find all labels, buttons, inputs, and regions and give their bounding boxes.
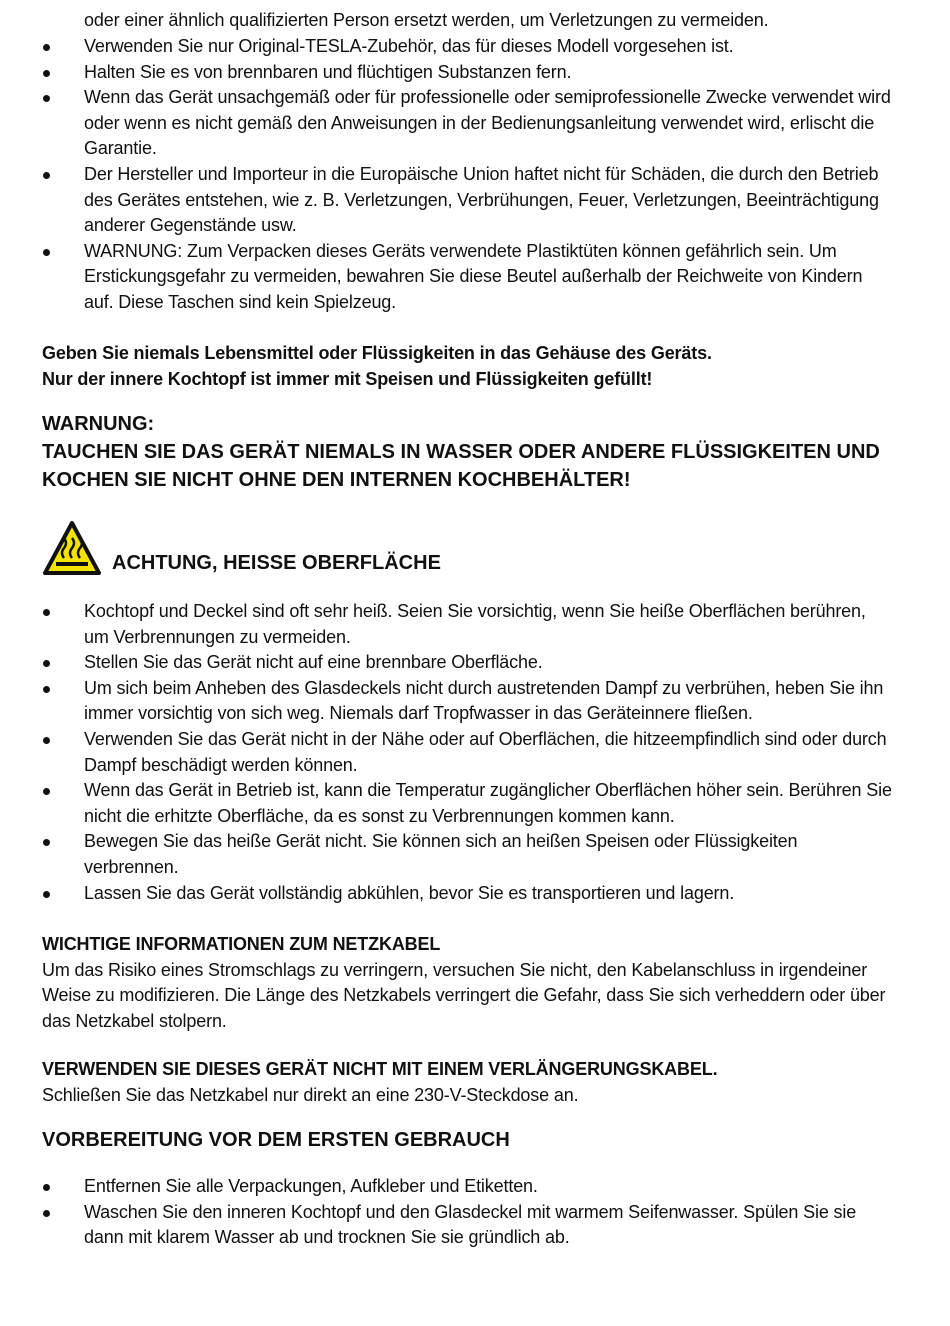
preparation-list bbox=[42, 1174, 892, 1251]
extension-text: Schließen Sie das Netzkabel nur direkt an eine 230-V-Steckdose an. bbox=[42, 1084, 579, 1105]
power-cord-section bbox=[42, 932, 892, 1034]
list-item: Wenn das Gerät in Betrieb ist, kann die Temperatur zugänglicher Oberflächen höher sein. Berühren Sie nicht die erhitzte Oberfläche, da es sonst zu Verbrennungen kommen kann. bbox=[42, 778, 892, 829]
hot-surface-warning-icon bbox=[42, 520, 102, 576]
list-item: Um sich beim Anheben des Glasdeckels nicht durch austretenden Dampf zu verbrühen, heben Sie ihn immer vorsichtig von sich weg. Niemals darf Tropfwasser in das Geräteinnere fließen. bbox=[42, 676, 892, 727]
list-item: Entfernen Sie alle Verpackungen, Aufkleber und Etiketten. bbox=[42, 1174, 892, 1200]
hot-surface-heading bbox=[42, 520, 642, 580]
power-cord-text: Um das Risiko eines Stromschlags zu verringern, versuchen Sie nicht, den Kabelanschluss in irgendeiner Weise zu modifizieren. Die Länge des Netzkabels verringert die Gefahr, dass Sie sich verheddern oder über das Netzkabel stolpern. bbox=[42, 959, 886, 1031]
list-item: WARNUNG: Zum Verpacken dieses Geräts verwendete Plastiktüten können gefährlich sein. Um Erstickungsgefahr zu vermeiden, bewahren Sie diese Beutel außerhalb der Reichweite von Kindern auf. Diese Taschen sind kein Spielzeug. bbox=[42, 239, 892, 316]
list-item: Waschen Sie den inneren Kochtopf und den Glasdeckel mit warmem Seifenwasser. Spülen Sie sie dann mit klarem Wasser ab und trocknen Sie sie gründlich ab. bbox=[42, 1200, 892, 1251]
preparation-heading: VORBEREITUNG VOR DEM ERSTEN GEBRAUCH bbox=[42, 1129, 510, 1151]
bold-note bbox=[42, 341, 902, 392]
list-item: Der Hersteller und Importeur in die Europäische Union haftet nicht für Schäden, die durch den Betrieb des Gerätes entstehen, wie z. B. Verletzungen, Verbrühungen, Feuer, Verletzungen, Beeinträchtigung anderer Gegenstände usw. bbox=[42, 162, 892, 239]
power-cord-heading: WICHTIGE INFORMATIONEN ZUM NETZKABEL bbox=[42, 934, 441, 954]
list-item: Halten Sie es von brennbaren und flüchtigen Substanzen fern. bbox=[42, 60, 892, 86]
warning-block bbox=[42, 410, 902, 494]
warning-label: WARNUNG: bbox=[42, 413, 155, 435]
list-item: Bewegen Sie das heiße Gerät nicht. Sie können sich an heißen Speisen oder Flüssigkeiten verbrennen. bbox=[42, 829, 892, 880]
list-item: Verwenden Sie nur Original-TESLA-Zubehör, das für dieses Modell vorgesehen ist. bbox=[42, 34, 892, 60]
list-item: Stellen Sie das Gerät nicht auf eine brennbare Oberfläche. bbox=[42, 650, 892, 676]
hot-surface-list bbox=[42, 599, 892, 906]
list-item: Kochtopf und Deckel sind oft sehr heiß. Seien Sie vorsichtig, wenn Sie heiße Oberflächen berühren, um Verbrennungen zu vermeiden. bbox=[42, 599, 892, 650]
continued-text: oder einer ähnlich qualifizierten Person ersetzt werden, um Verletzungen zu vermeiden. bbox=[84, 10, 769, 30]
safety-list bbox=[42, 34, 892, 316]
warning-text: KOCHEN SIE NICHT OHNE DEN INTERNEN KOCHBEHÄLTER! bbox=[42, 469, 631, 491]
list-item: Wenn das Gerät unsachgemäß oder für professionelle oder semiprofessionelle Zwecke verwendet wird oder wenn es nicht gemäß den Anweisungen in der Bedienungsanleitung verwendet wird, erlischt die Garantie. bbox=[42, 85, 892, 162]
hot-surface-title: ACHTUNG, HEISSE OBERFLÄCHE bbox=[112, 552, 441, 574]
bold-note-line: Nur der innere Kochtopf ist immer mit Speisen und Flüssigkeiten gefüllt! bbox=[42, 368, 653, 389]
list-item: Lassen Sie das Gerät vollständig abkühlen, bevor Sie es transportieren und lagern. bbox=[42, 881, 892, 907]
warning-text: TAUCHEN SIE DAS GERÄT NIEMALS IN WASSER ODER ANDERE FLÜSSIGKEITEN UND bbox=[42, 441, 880, 463]
extension-section bbox=[42, 1057, 902, 1108]
list-item: Verwenden Sie das Gerät nicht in der Nähe oder auf Oberflächen, die hitzeempfindlich sind oder durch Dampf beschädigt werden können. bbox=[42, 727, 892, 778]
extension-heading: VERWENDEN SIE DIESES GERÄT NICHT MIT EINEM VERLÄNGERUNGSKABEL. bbox=[42, 1059, 718, 1079]
bold-note-line: Geben Sie niemals Lebensmittel oder Flüssigkeiten in das Gehäuse des Geräts. bbox=[42, 343, 712, 363]
